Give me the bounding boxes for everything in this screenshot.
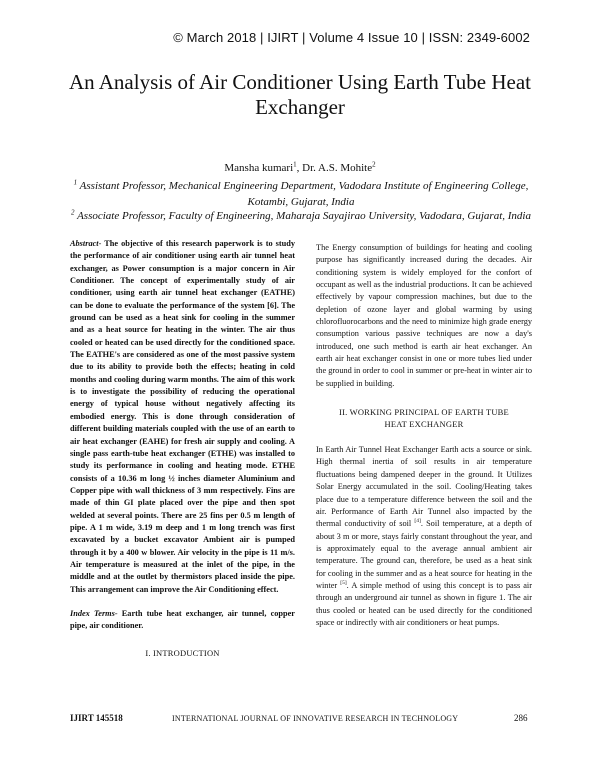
section-2-text-c: . A simple method of using this concept is to pass air through an underground air tunnel as shown in figure 1. The air thus cooled or heated can be used directly for the conditioned space or indirectly with air conditioners or heat pumps.: [316, 580, 532, 627]
section-1-body: The Energy consumption of buildings for heating and cooling purpose has significantly increased during the decades. Air conditioning system is widely employed for the confort of occupant as well as the industrial productions. It can be achieved effectively by vapour compression machines, but due to the depletion of ozone layer and global warming by using chlorofluorocarbons and the need to minimize high grade energy consumption various passive techniques are now a day's introduced, one such method is earth air heat exchanger. An earth air heat exchanger consist in one or more tubes lied under the ground in order to cool in summer or pre-heat in winter air to be supplied in building.: [316, 243, 532, 388]
affiliation-2-mark: 2: [71, 208, 75, 217]
left-column: [70, 238, 295, 659]
index-terms-lead: Index Terms-: [70, 608, 118, 618]
author-line: [60, 162, 540, 174]
section-2-heading-line1: II. WORKING PRINCIPAL OF EARTH TUBE: [339, 407, 509, 418]
affiliation-1-mark: 1: [73, 178, 78, 187]
paper-title: An Analysis of Air Conditioner Using Earth Tube Heat Exchanger: [69, 70, 531, 119]
section-1-heading: I. INTRODUCTION: [145, 647, 220, 658]
affiliation-2-text: Associate Professor, Faculty of Engineering, Maharaja Sayajirao University, Vadodara, Gujarat, India: [74, 210, 531, 222]
journal-header: © March 2018 | IJIRT | Volume 4 Issue 10 | ISSN: 2349-6002: [173, 30, 530, 45]
index-terms-text: Earth tube heat exchanger, air tunnel, copper pipe, air conditioner.: [70, 608, 295, 631]
affiliation-1: [66, 178, 536, 210]
footer-page-number: 286: [514, 713, 528, 723]
affiliation-2: [66, 208, 536, 224]
author1-name: Mansha kumari: [224, 162, 294, 174]
section-2-heading: [316, 406, 532, 430]
index-terms: [70, 608, 295, 633]
section-2-text-a: In Earth Air Tunnel Heat Exchanger Earth acts a source or sink. High thermal inertia of soil results in air temperature fluctuations being dampened deeper in the ground. It Utilizes Solar Energy accumulated in the soil. Cooling/Heating takes place due to a temperature difference between the soil and the air. Performance of Earth Air Tunnel also impacted by the thermal conductivity of soil: [316, 445, 532, 529]
right-column: [316, 242, 532, 629]
section-2-text-b: . Soil temperature, at a depth of about 3 m or more, stays fairly constant throughout the year, and is approximately equal to the average annual ambient air temperature. The ground can, therefore, be used as a heat sink for cooling in the summer and as a heat source for heating in the winter: [316, 519, 532, 590]
abstract: [70, 238, 295, 596]
footer-journal-name: INTERNATIONAL JOURNAL OF INNOVATIVE RESEARCH IN TECHNOLOGY: [172, 714, 459, 723]
section-2-body: [316, 444, 532, 629]
author1-mark: 1: [293, 160, 297, 169]
abstract-text: The objective of this research paperwork is to study the performance of air conditioner using earth air tunnel heat exchanger, as Power consumption is a major concern in Air Conditioner. The concept of experimentally study of air conditioner, using earth air tunnel heat exchanger (EATHE) can be done to evaluate the performance of the system [6]. The ground can be used as a heat sink for cooling in the summer and as a heat source for heating in the winter. The air thus cooled or heated can be used directly for the conditioned space. The EATHE's are considered as one of the most passive system due to its ability to provide both the effects; heating in cold months and cooling during warm months. The aim of this work is to investigate the possibility of reducing the operational energy of typical house without negatively affecting its embodied energy. This is done through consideration of different building materials coupled with the use of an earth to air heat exchanger (EAHE) for fresh air supply and cooling. A single pass earth-tube heat exchanger (ETHE) was installed to study its performance in cooling and heating mode. ETHE consists of a 10.36 m long ½ inches diameter Aluminium and Copper pipe with wall thickness of 3 mm respectively. Fins are made of thin GI plate placed over the pipe and then spot welded at several points. There are 25 fins per 0.5 m length of pipe. A 1 m wide, 3.19 m deep and 1 m long trench was first excavated by a bucket excavator Ambient air is pumped through it by a 400 w blower. Air velocity in the pipe is 11 m/s. Air temperature is measured at the inlet of the pipe, in the middle and at the outlet by thermistors placed inside the pipe. This arrangement can improve the Air Conditioning effect.: [70, 239, 295, 594]
section-2-heading-line2: HEAT EXCHANGER: [384, 419, 464, 430]
author2-name: , Dr. A.S. Mohite: [296, 162, 373, 174]
footer-paper-id: IJIRT 145518: [70, 713, 123, 723]
abstract-lead: Abstract-: [70, 239, 102, 248]
affiliation-1-text: Assistant Professor, Mechanical Engineering Department, Vadodara Institute of Engineering College, Kotambi, Gujarat, India: [77, 180, 529, 208]
citation-5: [5]: [340, 580, 347, 587]
author2-mark: 2: [372, 160, 376, 169]
citation-4: [4]: [414, 518, 421, 525]
